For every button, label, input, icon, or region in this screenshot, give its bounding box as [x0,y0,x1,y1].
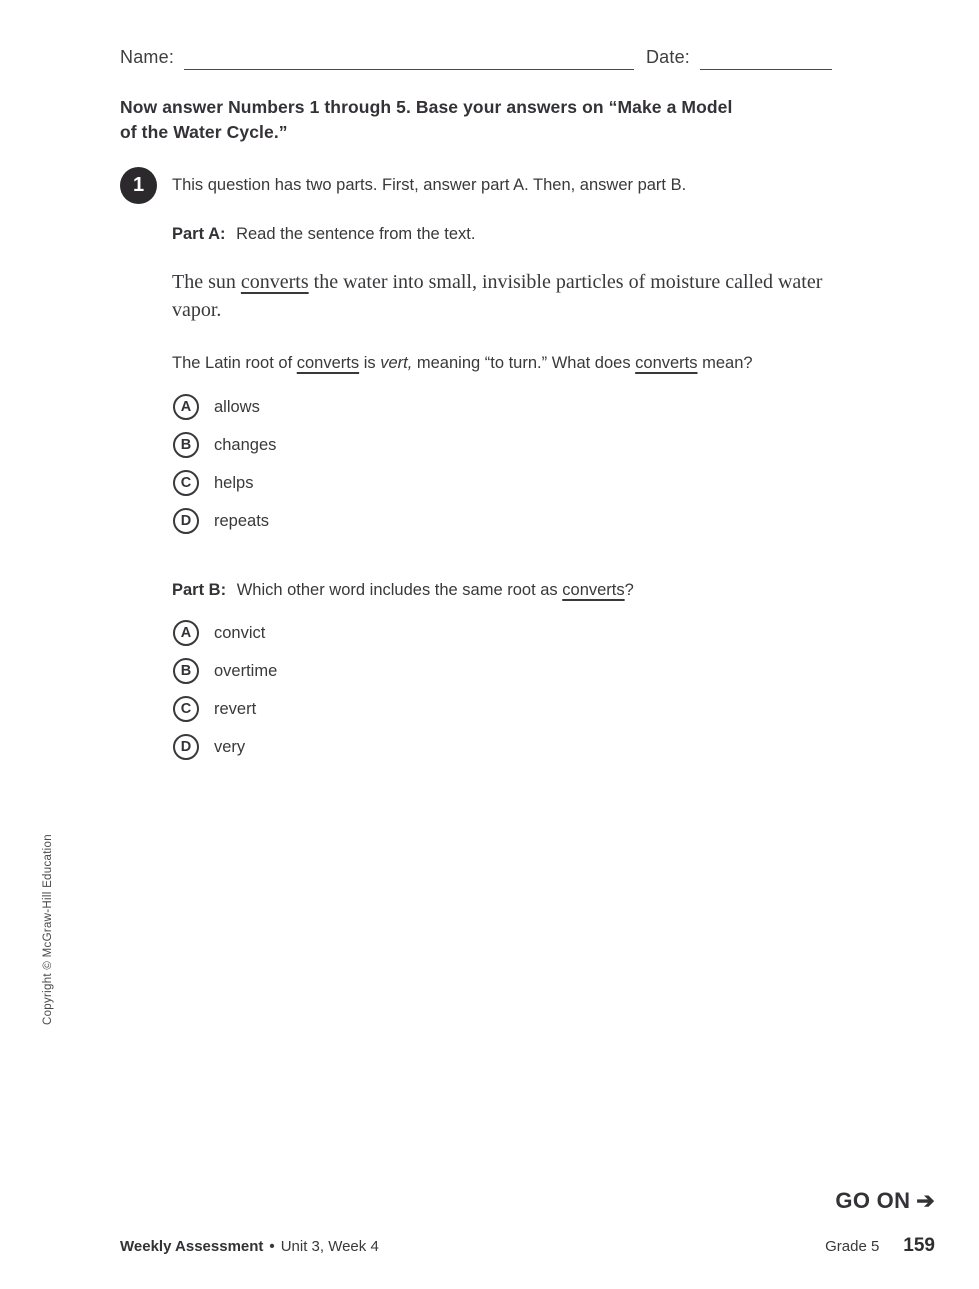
choice-bubble-b[interactable]: B [173,658,199,684]
unit-week-label: Unit 3, Week 4 [280,1238,379,1255]
copyright-notice: Copyright © McGraw-Hill Education [42,834,54,1025]
part-a-choice-d[interactable] [173,502,276,540]
directions [120,95,840,145]
go-on-text: GO ON [835,1188,911,1213]
date-input-line[interactable] [700,46,832,70]
passage-text: The sun [172,271,241,293]
choice-label: allows [214,397,260,416]
part-a-choice-a[interactable] [173,388,276,426]
page-number: 159 [903,1235,935,1256]
choice-bubble-b[interactable]: B [173,432,199,458]
choice-label: revert [214,699,257,718]
choice-bubble-d[interactable]: D [173,734,199,760]
choice-label: changes [214,435,277,454]
part-b-choices [173,614,277,766]
page-footer [120,1235,935,1257]
underlined-word: converts [296,354,360,372]
assessment-series-title: Weekly Assessment [120,1238,264,1255]
underlined-word: converts [635,354,698,372]
question-intro: This question has two parts. First, answer part A. Then, answer part B. [172,176,687,194]
passage-text: the water into small, invisible particles of moisture called water vapor. [172,271,823,321]
part-b-choice-b[interactable] [173,652,277,690]
choice-label: repeats [214,511,270,530]
choice-bubble-d[interactable]: D [173,508,199,534]
part-a-heading [172,225,475,244]
question-text: Which other word includes the same root as [236,581,563,599]
part-b-question [237,581,634,599]
part-b-label: Part B: [172,581,227,599]
part-b-choice-a[interactable] [173,614,277,652]
choice-bubble-c[interactable]: C [173,470,199,496]
choice-label: very [214,737,246,756]
question-text: ? [624,581,634,599]
date-label: Date: [645,47,690,67]
question-number-badge: 1 [120,167,157,204]
question-text: is [359,354,381,372]
part-a-label: Part A: [172,225,226,243]
part-b-choice-d[interactable] [173,728,277,766]
underlined-word: converts [562,581,625,599]
footer-left [120,1238,379,1255]
part-a-question [172,354,932,373]
grade-label: Grade 5 [825,1238,880,1255]
name-label: Name: [120,47,175,67]
part-b-heading [172,581,634,600]
footer-bullet-separator: • [269,1238,275,1255]
question-text: mean? [697,354,753,372]
choice-bubble-a[interactable]: A [173,620,199,646]
footer-right [825,1235,935,1257]
name-input-line[interactable] [184,46,634,70]
part-a-prompt: Read the sentence from the text. [236,225,476,243]
question-1 [120,167,686,204]
passage-quote [172,268,872,324]
passage-underlined-word: converts [240,271,309,293]
choice-label: overtime [214,661,278,680]
part-a-choice-b[interactable] [173,426,276,464]
part-a-choice-c[interactable] [173,464,276,502]
italic-root-word: vert, [380,354,413,372]
right-arrow-icon: ➔ [916,1188,935,1213]
choice-bubble-c[interactable]: C [173,696,199,722]
choice-bubble-a[interactable]: A [173,394,199,420]
go-on-indicator [835,1188,935,1214]
question-text: meaning “to turn.” What does [412,354,636,372]
directions-line-2: of the Water Cycle.” [120,122,288,142]
part-b-choice-c[interactable] [173,690,277,728]
choice-label: convict [214,623,266,642]
question-text: The Latin root of [172,354,297,372]
choice-label: helps [214,473,254,492]
directions-line-1: Now answer Numbers 1 through 5. Base your answers on “Make a Model [120,97,733,117]
part-a-choices [173,388,276,540]
name-date-row [120,46,832,70]
